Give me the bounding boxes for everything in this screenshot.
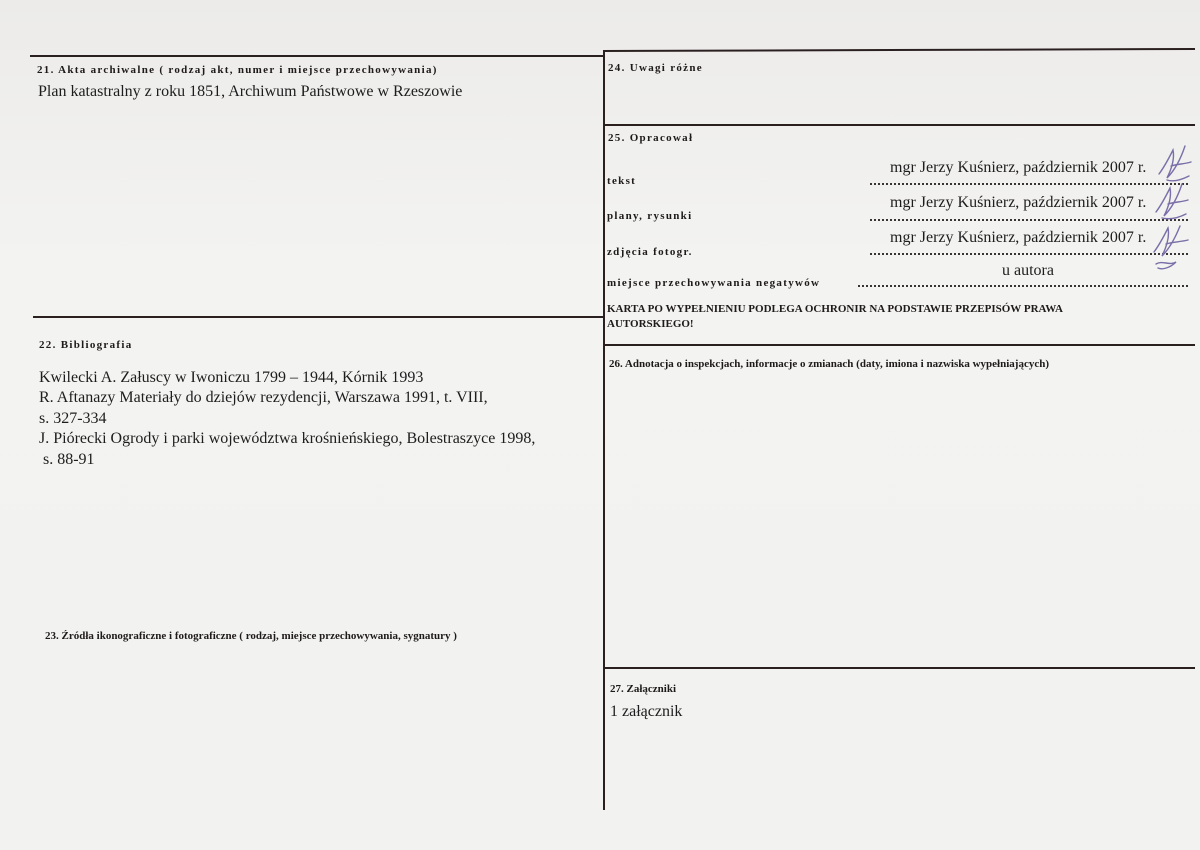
row-negatives-label: miejsce przechowywania negatywów [607, 277, 821, 289]
row-photos-dotline [870, 253, 1188, 255]
bibliography-line-4: J. Piórecki Ogrody i parki województwa krośnieńskiego, Bolestraszyce 1998, [39, 430, 536, 447]
bibliography-line-3: s. 327-334 [39, 410, 107, 427]
bibliography-line-5: s. 88-91 [39, 451, 95, 468]
signature-2-icon [1152, 180, 1192, 226]
rule-25-26 [603, 344, 1195, 346]
row-negatives-value: u autora [1002, 262, 1054, 279]
row-text-dotline [870, 183, 1188, 185]
section-23-label: 23. Źródła ikonograficzne i fotograficzne ( rodzaj, miejsce przechowywania, sygnatury ) [45, 630, 457, 642]
row-plans-label: plany, rysunki [607, 210, 693, 222]
row-negatives-dotline [858, 285, 1188, 287]
section-24-label: 24. Uwagi różne [608, 62, 703, 74]
section-22-label: 22. Bibliografia [39, 339, 133, 351]
section-27-label: 27. Załączniki [610, 683, 677, 695]
row-text-value: mgr Jerzy Kuśnierz, październik 2007 r. [890, 159, 1147, 176]
bibliography-line-2: R. Aftanazy Materiały do dziejów rezydencji, Warszawa 1991, t. VIII, [39, 389, 488, 406]
bibliography-line-1: Kwilecki A. Załuscy w Iwoniczu 1799 – 1944, Kórnik 1993 [39, 369, 424, 386]
section-26-label: 26. Adnotacja o inspekcjach, informacje o zmianach (daty, imiona i nazwiska wypełniających) [609, 358, 1049, 370]
top-rule-right [603, 48, 1195, 52]
row-plans-dotline [870, 219, 1188, 221]
column-divider [603, 50, 605, 810]
rule-26-27 [603, 667, 1195, 669]
rule-21-22 [33, 316, 603, 318]
copyright-warning: KARTA PO WYPEŁNIENIU PODLEGA OCHRONIR NA PODSTAWIE PRZEPISÓW PRAWA AUTORSKIEGO! [607, 303, 1063, 330]
row-photos-label: zdjęcia fotogr. [607, 246, 693, 258]
section-27-value: 1 załącznik [610, 703, 683, 720]
rule-24-25 [603, 124, 1195, 126]
section-21-label: 21. Akta archiwalne ( rodzaj akt, numer i miejsce przechowywania) [37, 64, 438, 76]
signature-3-icon [1148, 222, 1194, 274]
top-rule-left [30, 55, 605, 57]
section-21-value: Plan katastralny z roku 1851, Archiwum Państwowe w Rzeszowie [38, 83, 463, 100]
row-text-label: tekst [607, 175, 637, 187]
row-photos-value: mgr Jerzy Kuśnierz, październik 2007 r. [890, 229, 1147, 246]
row-plans-value: mgr Jerzy Kuśnierz, październik 2007 r. [890, 194, 1147, 211]
section-25-label: 25. Opracował [608, 132, 694, 144]
